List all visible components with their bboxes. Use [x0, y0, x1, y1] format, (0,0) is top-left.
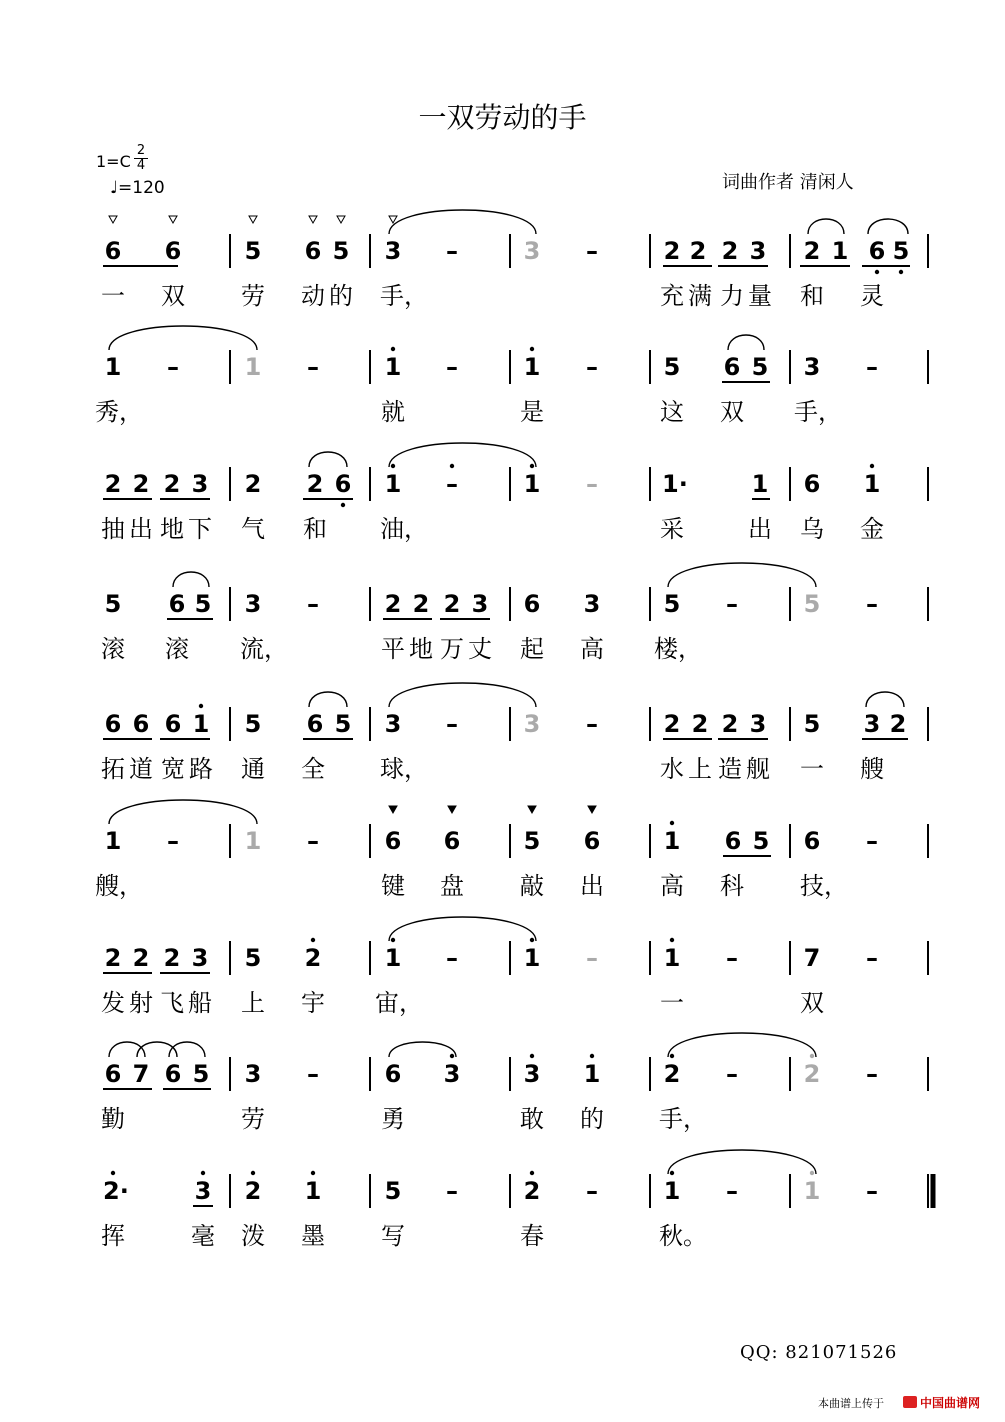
note: 1: [523, 470, 541, 498]
note: 1: [384, 944, 402, 972]
note: 6: [306, 710, 324, 738]
note: 5: [332, 237, 350, 265]
note: 5: [244, 944, 262, 972]
note: –: [307, 353, 319, 381]
lyric-syllable: 和: [800, 282, 824, 310]
octave-high-dot: [530, 464, 534, 468]
lyric-syllable: 射: [129, 989, 153, 1017]
note: –: [866, 590, 878, 618]
note: –: [726, 1060, 738, 1088]
lyric-syllable: 手，: [794, 398, 842, 426]
lyric-syllable: 水: [660, 755, 684, 783]
lyric-syllable: 双: [161, 282, 185, 310]
note: –: [446, 944, 458, 972]
author-credit: 词曲作者 清闲人: [722, 172, 854, 193]
note: –: [307, 590, 319, 618]
note: 2: [663, 710, 681, 738]
note: 5: [663, 590, 681, 618]
lyric-syllable: 挥: [101, 1222, 125, 1250]
lyric-syllable: 秋。: [659, 1222, 707, 1250]
lyric-syllable: 船: [188, 989, 212, 1017]
note: 3: [749, 710, 767, 738]
octave-high-dot: [251, 1171, 255, 1175]
breath-mark-icon: [169, 216, 177, 223]
octave-low-dot: [875, 270, 879, 274]
lyric-syllable: 球，: [380, 755, 428, 783]
lyric-syllable: 劳: [241, 282, 265, 310]
note: 3: [583, 590, 601, 618]
lyric-syllable: 是: [520, 398, 544, 426]
tie-slur: [389, 683, 536, 707]
tie-slur: [728, 335, 764, 350]
key-signature: 1=C: [96, 152, 131, 171]
note: 3: [191, 470, 209, 498]
lyric-syllable: 发: [101, 989, 125, 1017]
lyric-syllable: 勤: [101, 1105, 125, 1133]
qq-contact: QQ: 821071526: [740, 1342, 898, 1363]
note: 5: [192, 1060, 210, 1088]
tie-slur: [389, 443, 536, 467]
note: 5: [892, 237, 910, 265]
note: 3: [194, 1177, 212, 1205]
site-logo-icon: [903, 1396, 917, 1408]
upload-note: 本曲谱上传于: [818, 1397, 884, 1410]
lyric-syllable: 滚: [165, 635, 189, 663]
lyric-syllable: 灵: [860, 282, 884, 310]
octave-high-dot: [311, 1171, 315, 1175]
note: 2: [244, 470, 262, 498]
note: 7: [803, 944, 821, 972]
note: 6: [803, 827, 821, 855]
note: 3: [471, 590, 489, 618]
note: 5: [663, 353, 681, 381]
note: 1: [863, 470, 881, 498]
note: –: [167, 827, 179, 855]
lyric-syllable: 路: [189, 755, 213, 783]
octave-high-dot: [670, 1171, 674, 1175]
lyric-syllable: 上: [241, 989, 265, 1017]
tie-slur: [389, 210, 536, 234]
note: 3: [863, 710, 881, 738]
octave-high-dot: [391, 347, 395, 351]
note: 2: [163, 944, 181, 972]
song-title: 一双劳动的手: [418, 101, 587, 134]
note: –: [586, 470, 598, 498]
note: 2: [443, 590, 461, 618]
octave-high-dot: [810, 1171, 814, 1175]
octave-low-dot: [899, 270, 903, 274]
note: 2: [412, 590, 430, 618]
lyric-syllable: 出: [748, 515, 772, 543]
lyric-syllable: 油，: [380, 515, 428, 543]
note: –: [586, 237, 598, 265]
note: –: [866, 827, 878, 855]
note: 1: [831, 237, 849, 265]
note: –: [726, 944, 738, 972]
tie-slur: [668, 1150, 816, 1174]
lyric-syllable: 下: [188, 515, 212, 543]
note: 6: [384, 1060, 402, 1088]
note: –: [307, 1060, 319, 1088]
breath-mark-icon: [309, 216, 317, 223]
note: 1: [663, 827, 681, 855]
octave-high-dot: [870, 464, 874, 468]
tempo-value: =120: [118, 178, 165, 198]
octave-high-dot: [391, 464, 395, 468]
note: 7: [132, 1060, 150, 1088]
lyric-syllable: 这: [660, 398, 684, 426]
note: 1: [244, 827, 262, 855]
note: 2: [523, 1177, 541, 1205]
note: 3: [191, 944, 209, 972]
note: –: [307, 827, 319, 855]
note: 1: [663, 1177, 681, 1205]
lyric-syllable: 楼，: [654, 635, 702, 663]
octave-high-dot: [311, 938, 315, 942]
note: 3: [384, 237, 402, 265]
lyric-syllable: 气: [241, 515, 265, 543]
note: 6: [723, 353, 741, 381]
note: 2: [104, 470, 122, 498]
note: –: [866, 353, 878, 381]
tie-slur: [109, 800, 257, 824]
note: 6: [104, 1060, 122, 1088]
lyric-syllable: 泼: [241, 1222, 265, 1250]
breath-mark-icon: [528, 806, 536, 813]
note: 1: [583, 1060, 601, 1088]
octave-high-dot: [530, 938, 534, 942]
lyric-syllable: 起: [520, 635, 544, 663]
octave-high-dot: [450, 464, 454, 468]
note: 1: [192, 710, 210, 738]
note: 3: [523, 237, 541, 265]
note: –: [446, 237, 458, 265]
note: 2: [104, 944, 122, 972]
note: –: [446, 710, 458, 738]
octave-high-dot: [111, 1171, 115, 1175]
octave-high-dot: [810, 1054, 814, 1058]
lyric-syllable: 的: [580, 1105, 604, 1133]
note: 6: [443, 827, 461, 855]
lyric-syllable: 双: [800, 989, 824, 1017]
note: 6: [164, 237, 182, 265]
breath-mark-icon: [389, 806, 397, 813]
note: 2: [132, 944, 150, 972]
breath-mark-icon: [337, 216, 345, 223]
note: –: [586, 944, 598, 972]
note: 2: [721, 237, 739, 265]
tie-slur: [808, 219, 844, 234]
lyric-syllable: 满: [688, 282, 712, 310]
lyric-syllable: 宙，: [375, 989, 423, 1017]
note: 2: [244, 1177, 262, 1205]
tie-slur: [866, 692, 904, 707]
lyric-syllable: 和: [303, 515, 327, 543]
lyric-syllable: 艘: [860, 755, 884, 783]
note: 2: [132, 470, 150, 498]
note: –: [446, 353, 458, 381]
note: 3: [384, 710, 402, 738]
note: 5: [523, 827, 541, 855]
octave-low-dot: [341, 503, 345, 507]
note: 1: [523, 353, 541, 381]
lyric-syllable: 地: [160, 515, 184, 543]
lyric-syllable: 拓: [101, 755, 125, 783]
note: –: [726, 590, 738, 618]
note: 2: [384, 590, 402, 618]
lyric-syllable: 动: [301, 282, 325, 310]
note: –: [726, 1177, 738, 1205]
note: 5: [803, 710, 821, 738]
octave-high-dot: [450, 1054, 454, 1058]
lyric-syllable: 宽: [161, 755, 185, 783]
lyric-syllable: 勇: [381, 1105, 405, 1133]
note: 2: [663, 1060, 681, 1088]
tie-slur: [668, 1033, 816, 1057]
lyric-syllable: 春: [520, 1222, 544, 1250]
lyric-syllable: 丈: [468, 635, 492, 663]
breath-mark-icon: [588, 806, 596, 813]
lyric-syllable: 舰: [746, 755, 770, 783]
lyric-syllable: 写: [381, 1222, 405, 1250]
note: 3: [749, 237, 767, 265]
octave-high-dot: [530, 347, 534, 351]
note: 5: [751, 353, 769, 381]
note: 6: [868, 237, 886, 265]
note: 2: [306, 470, 324, 498]
note: –: [866, 1060, 878, 1088]
breath-mark-icon: [249, 216, 257, 223]
lyric-syllable: 出: [129, 515, 153, 543]
note: 6: [104, 710, 122, 738]
lyric-syllable: 一: [101, 282, 125, 310]
note: 2: [803, 1060, 821, 1088]
octave-high-dot: [530, 1054, 534, 1058]
lyric-syllable: 平: [381, 635, 405, 663]
breath-mark-icon: [448, 806, 456, 813]
note: 5: [104, 590, 122, 618]
note: 1: [663, 944, 681, 972]
note: 6: [523, 590, 541, 618]
lyric-syllable: 就: [381, 398, 405, 426]
note: 6: [384, 827, 402, 855]
lyric-syllable: 手，: [380, 282, 428, 310]
note: 1: [803, 1177, 821, 1205]
note: 2: [889, 710, 907, 738]
lyric-syllable: 量: [748, 282, 772, 310]
lyric-syllable: 一: [660, 989, 684, 1017]
note: 6: [132, 710, 150, 738]
note: 3: [244, 590, 262, 618]
note: –: [586, 353, 598, 381]
tie-slur: [868, 219, 908, 234]
lyric-syllable: 乌: [800, 515, 824, 543]
note: 1: [523, 944, 541, 972]
note: 1: [244, 353, 262, 381]
lyric-syllable: 高: [660, 872, 684, 900]
note: 2: [691, 710, 709, 738]
note: 1: [104, 827, 122, 855]
note: 6: [304, 237, 322, 265]
octave-high-dot: [590, 1054, 594, 1058]
note: 1: [751, 470, 769, 498]
breath-mark-icon: [389, 216, 397, 223]
note: 6: [583, 827, 601, 855]
lyric-syllable: 的: [329, 282, 353, 310]
octave-high-dot: [530, 1171, 534, 1175]
lyric-syllable: 墨: [301, 1222, 325, 1250]
lyric-syllable: 地: [409, 635, 433, 663]
note: –: [866, 1177, 878, 1205]
lyric-syllable: 道: [129, 755, 153, 783]
lyric-syllable: 造: [718, 755, 742, 783]
lyric-syllable: 一: [800, 755, 824, 783]
note: 6: [803, 470, 821, 498]
note: 3: [803, 353, 821, 381]
lyric-syllable: 抽: [101, 515, 125, 543]
note: –: [586, 710, 598, 738]
tie-slur: [389, 1042, 456, 1057]
note: –: [167, 353, 179, 381]
lyric-syllable: 手，: [659, 1105, 707, 1133]
note: 5: [244, 237, 262, 265]
note: 6: [168, 590, 186, 618]
note: 1: [104, 353, 122, 381]
lyric-syllable: 毫: [191, 1222, 215, 1250]
note: 1: [384, 470, 402, 498]
lyric-syllable: 金: [860, 515, 884, 543]
lyric-syllable: 技，: [800, 872, 848, 900]
lyric-syllable: 劳: [241, 1105, 265, 1133]
lyric-syllable: 全: [301, 755, 325, 783]
note: 6: [164, 710, 182, 738]
octave-high-dot: [670, 1054, 674, 1058]
octave-high-dot: [391, 938, 395, 942]
lyric-syllable: 力: [720, 282, 744, 310]
note: 3: [523, 1060, 541, 1088]
note: 1: [384, 353, 402, 381]
tie-slur: [309, 452, 347, 467]
note: 2: [304, 944, 322, 972]
note: 6: [164, 1060, 182, 1088]
note: 3: [244, 1060, 262, 1088]
note: 1: [304, 1177, 322, 1205]
tie-slur: [309, 692, 347, 707]
note: 2·: [103, 1177, 129, 1205]
lyric-syllable: 滚: [101, 635, 125, 663]
lyric-syllable: 艘，: [95, 872, 143, 900]
lyric-syllable: 敲: [520, 872, 544, 900]
lyric-syllable: 敢: [520, 1105, 544, 1133]
note: 5: [194, 590, 212, 618]
octave-high-dot: [199, 704, 203, 708]
octave-high-dot: [201, 1171, 205, 1175]
tie-slur: [668, 563, 816, 587]
note: –: [586, 1177, 598, 1205]
lyric-syllable: 双: [720, 398, 744, 426]
octave-high-dot: [670, 821, 674, 825]
lyric-syllable: 高: [580, 635, 604, 663]
lyric-syllable: 盘: [440, 872, 464, 900]
note: –: [446, 470, 458, 498]
breath-mark-icon: [109, 216, 117, 223]
lyric-syllable: 通: [241, 755, 265, 783]
note: 5: [752, 827, 770, 855]
note: 3: [443, 1060, 461, 1088]
lyric-syllable: 飞: [160, 989, 184, 1017]
lyric-syllable: 科: [720, 872, 744, 900]
lyric-syllable: 万: [440, 635, 464, 663]
site-brand: 中国曲谱网: [920, 1396, 981, 1410]
note: 2: [721, 710, 739, 738]
note: 5: [803, 590, 821, 618]
note: 5: [334, 710, 352, 738]
tie-slur: [173, 572, 209, 587]
lyric-syllable: 充: [660, 282, 684, 310]
note: 5: [244, 710, 262, 738]
note: 2: [663, 237, 681, 265]
quarter-note-icon: ♩: [110, 178, 119, 198]
note: –: [446, 1177, 458, 1205]
note: –: [866, 944, 878, 972]
octave-high-dot: [670, 938, 674, 942]
lyric-syllable: 宇: [301, 989, 325, 1017]
note: 1·: [662, 470, 688, 498]
time-numerator: 2: [136, 143, 146, 158]
note: 2: [163, 470, 181, 498]
time-denominator: 4: [134, 158, 148, 173]
lyric-syllable: 上: [688, 755, 712, 783]
tie-slur: [109, 326, 257, 350]
lyric-syllable: 采: [660, 515, 684, 543]
note: 6: [334, 470, 352, 498]
note: 2: [689, 237, 707, 265]
lyric-syllable: 出: [580, 872, 604, 900]
tie-slur: [389, 917, 536, 941]
note: 6: [724, 827, 742, 855]
note: 3: [523, 710, 541, 738]
lyric-syllable: 秀，: [95, 398, 143, 426]
note: 6: [104, 237, 122, 265]
note: 2: [803, 237, 821, 265]
note: 5: [384, 1177, 402, 1205]
lyric-syllable: 键: [381, 872, 405, 900]
lyric-syllable: 流，: [240, 635, 288, 663]
